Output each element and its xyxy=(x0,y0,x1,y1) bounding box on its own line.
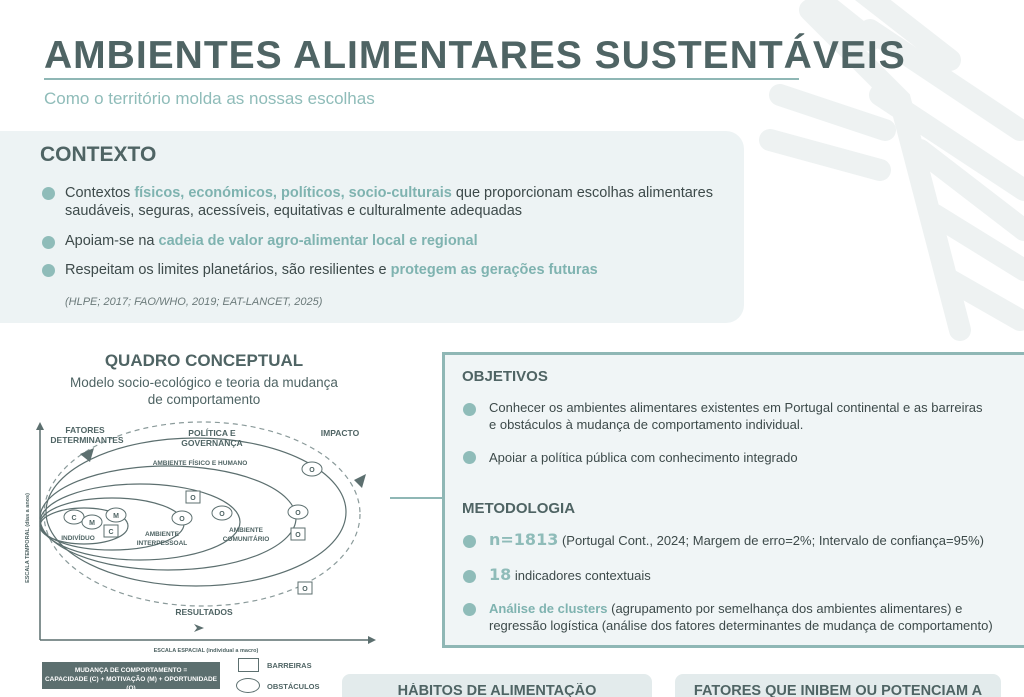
text: Conhecer os ambientes alimentares existentes em Portugal continental e as barreiras xyxy=(489,400,983,415)
objetivos-metodologia-panel xyxy=(442,352,1024,648)
label-comunitario-2: COMUNITÁRIO xyxy=(222,536,270,543)
y-arrow-icon xyxy=(36,422,44,430)
card-title: FATORES QUE INIBEM OU POTENCIAM A xyxy=(693,683,983,697)
text-o: O xyxy=(302,586,308,593)
label-fatores: FATORES xyxy=(65,425,105,435)
text-o: O xyxy=(179,516,185,523)
text: saudáveis, seguras, acessíveis, equitativas e culturalmente adequadas xyxy=(65,203,523,219)
text-o: O xyxy=(295,510,301,517)
socio-ecological-diagram xyxy=(20,418,410,663)
label-governanca: GOVERNANÇA xyxy=(181,438,243,448)
title-rule xyxy=(44,78,799,80)
reference-text: (HLPE; 2017; FAO/WHO, 2019; EAT-LANCET, 2025) xyxy=(65,296,323,308)
text: regressão logística (análise dos fatores determinantes de mudança de comportamento) xyxy=(489,618,993,633)
metodologia-item-3 xyxy=(489,600,1019,634)
text-m: M xyxy=(113,513,119,520)
text-m: M xyxy=(89,520,95,527)
metodologia-item-2 xyxy=(489,566,1019,584)
text: Respeitam os limites planetários, são resilientes e xyxy=(65,262,391,278)
text-o: O xyxy=(295,532,301,539)
text: Contextos xyxy=(65,185,135,201)
contexto-item-2 xyxy=(65,232,478,250)
sample-size: n=1813 xyxy=(489,530,559,549)
label-escala-espacial: ESCALA ESPACIAL (individual a macro) xyxy=(153,648,259,654)
bullet-icon xyxy=(42,264,55,277)
text: Apoiam-se na xyxy=(65,233,159,249)
label-interpessoal-1: AMBIENTE xyxy=(145,531,179,538)
text: (agrupamento por semelhança dos ambientes alimentares) e xyxy=(607,601,963,616)
contexto-item-3 xyxy=(65,261,598,279)
objetivo-item-1 xyxy=(489,399,1019,433)
arrow-icon xyxy=(194,624,204,632)
legend-obstaculos: OBSTÁCULOS xyxy=(267,682,320,691)
bullet-icon xyxy=(42,187,55,200)
arrow-icon xyxy=(80,448,94,462)
page-title: AMBIENTES ALIMENTARES SUSTENTÁVEIS xyxy=(44,34,906,77)
text: indicadores contextuais xyxy=(511,568,651,583)
indicator-count: 18 xyxy=(489,565,512,584)
text-o: O xyxy=(190,495,196,502)
label-determinantes: DETERMINANTES xyxy=(50,435,124,445)
legend-formula xyxy=(42,662,220,692)
text: e obstáculos à mudança de comportamento individual. xyxy=(489,417,804,432)
label-interpessoal-2: INTERPESSOAL xyxy=(136,540,188,547)
label-comunitario-1: AMBIENTE xyxy=(229,527,263,534)
card-habitos xyxy=(342,674,652,697)
bullet-icon xyxy=(463,451,476,464)
text: Modelo socio-ecológico e teoria da mudança xyxy=(70,375,338,390)
text-o: O xyxy=(219,511,225,518)
objetivo-item-2: Apoiar a política pública com conhecimento integrado xyxy=(489,450,798,465)
legend-barreiras: BARREIRAS xyxy=(267,661,312,670)
bullet-icon xyxy=(42,236,55,249)
label-escala-temporal: ESCALA TEMPORAL (dias a anos) xyxy=(25,493,31,583)
x-arrow-icon xyxy=(368,636,376,644)
text: (Portugal Cont., 2024; Margem de erro=2%; Intervalo de confiança=95%) xyxy=(558,533,984,548)
label-impacto: IMPACTO xyxy=(320,428,360,438)
label-ambiente-fisico: AMBIENTE FÍSICO E HUMANO xyxy=(152,460,248,467)
text-c: C xyxy=(108,529,114,536)
metodologia-item-1 xyxy=(489,531,1019,549)
legend-square-icon xyxy=(238,658,259,672)
label-individuo: INDIVÍDUO xyxy=(61,535,95,542)
label-politica: POLÍTICA E xyxy=(188,428,236,438)
legend-circle-icon xyxy=(236,678,260,693)
connector-line xyxy=(390,497,444,499)
objetivos-heading: OBJETIVOS xyxy=(462,368,548,385)
contexto-item-1 xyxy=(65,184,713,220)
text-o: O xyxy=(309,467,315,474)
highlight: Análise de clusters xyxy=(489,601,608,616)
bullet-icon xyxy=(463,570,476,583)
page-subtitle: Como o território molda as nossas escolhas xyxy=(44,89,375,108)
contexto-heading: CONTEXTO xyxy=(40,143,157,166)
quadro-title: QUADRO CONCEPTUAL xyxy=(104,351,304,370)
arrow-icon xyxy=(354,474,366,488)
highlight: cadeia de valor agro-alimentar local e regional xyxy=(158,233,478,249)
card-title: HÁBITOS DE ALIMENTAÇÃO xyxy=(397,683,597,697)
quadro-subtitle xyxy=(54,374,354,408)
metodologia-heading: METODOLOGIA xyxy=(462,500,576,517)
highlight: protegem as gerações futuras xyxy=(390,262,598,278)
bullet-icon xyxy=(463,535,476,548)
text: CAPACIDADE (C) + MOTIVAÇÃO (M) + OPORTUNIDADE (O) xyxy=(44,676,217,692)
text: de comportamento xyxy=(147,392,261,407)
bullet-icon xyxy=(463,603,476,616)
text: MUDANÇA DE COMPORTAMENTO = xyxy=(74,667,188,674)
card-fatores xyxy=(675,674,1001,697)
label-resultados: RESULTADOS xyxy=(175,607,233,617)
text: que proporcionam escolhas alimentares xyxy=(451,185,713,201)
contexto-section xyxy=(0,131,744,323)
bullet-icon xyxy=(463,403,476,416)
highlight: físicos, económicos, políticos, socio-culturais xyxy=(134,185,452,201)
text-c: C xyxy=(71,515,77,522)
